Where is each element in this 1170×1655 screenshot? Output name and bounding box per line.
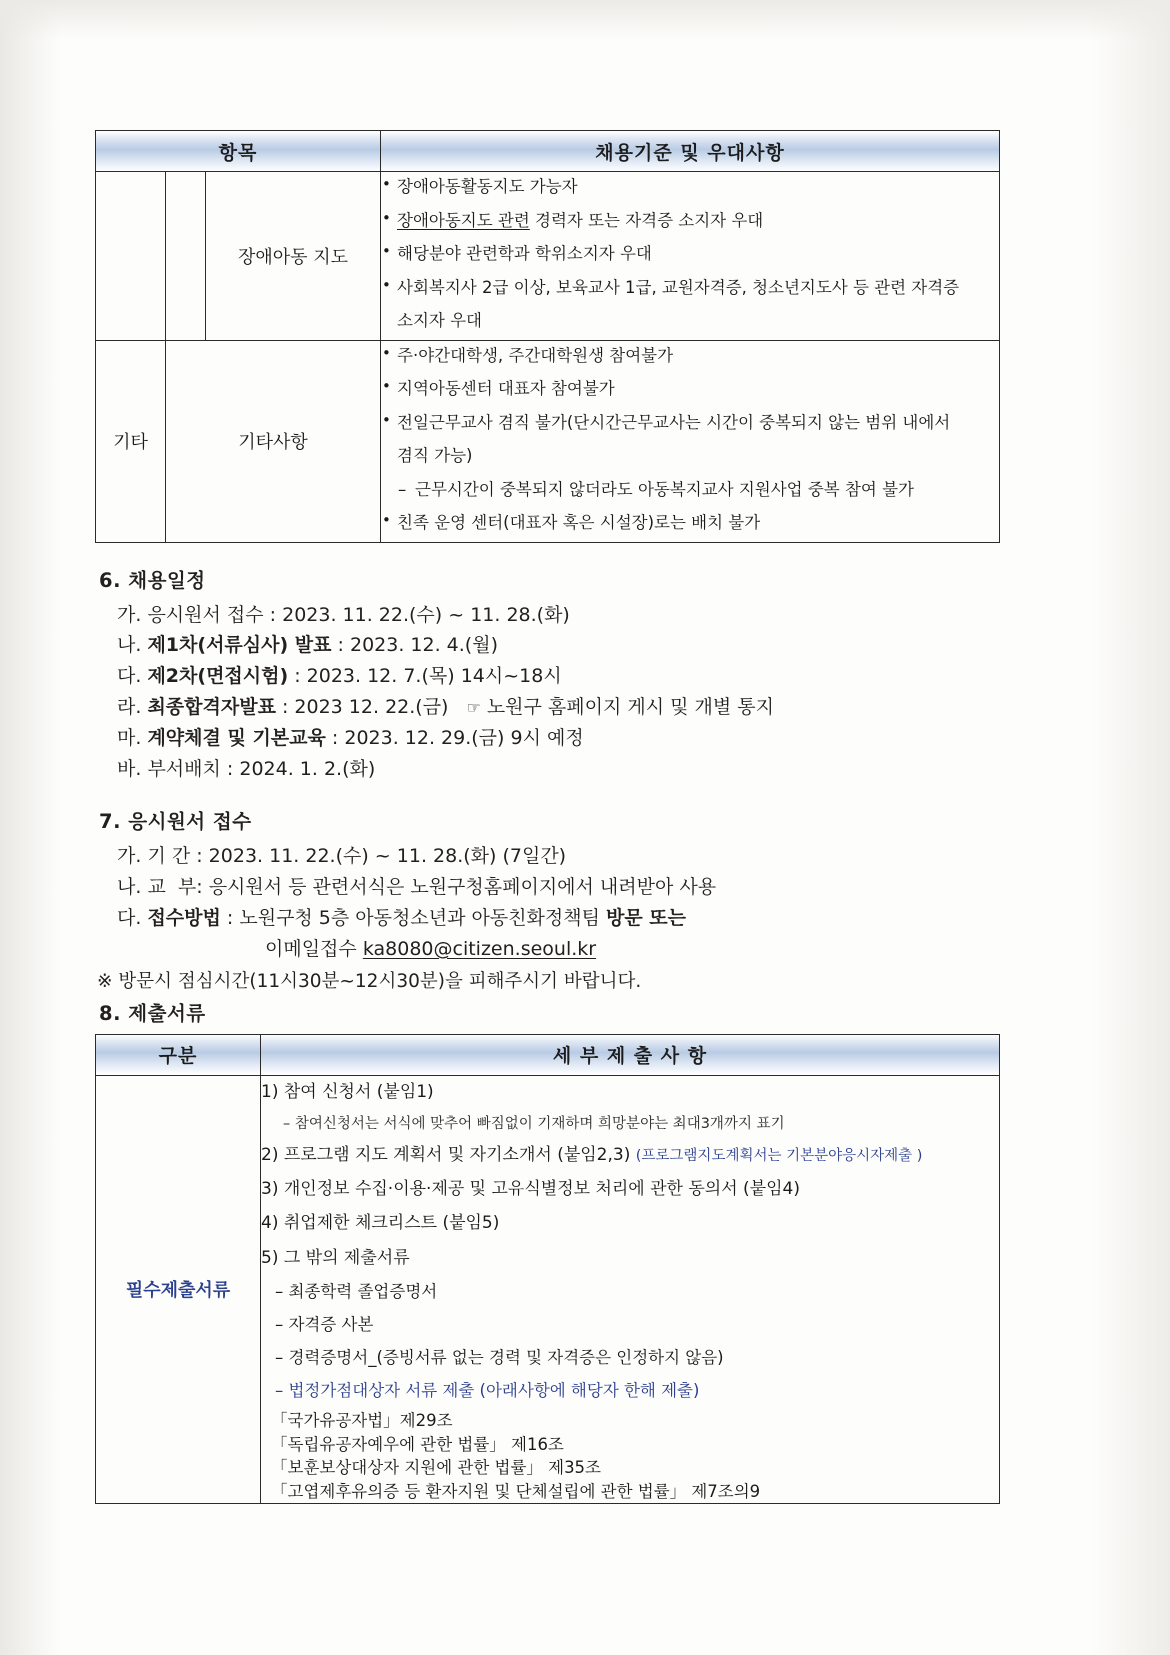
item-label: 응시원서 접수 [147, 603, 264, 626]
section7-title: 7. 응시원서 접수 [99, 810, 252, 834]
list-item [117, 841, 1000, 872]
email-address[interactable]: ka8080@citizen.seoul.kr [362, 937, 597, 960]
list-item: 겸직 가능) [397, 446, 473, 466]
criteria-row1-category-main: 기타 [96, 340, 166, 542]
item-label: 부서배치 [147, 757, 221, 780]
list-item: 소지자 우대 [397, 311, 482, 331]
list-item [261, 1139, 999, 1172]
visit-hours-note: ※ 방문시 점심시간(11시30분~12시30분)을 피해주시기 바랍니다. [97, 970, 642, 992]
list-item: • 장애아동활동지도 가능자 [381, 172, 999, 203]
section-required-documents [95, 998, 1000, 1504]
item-marker: 라. [117, 695, 142, 718]
criteria-row1-details [381, 340, 1000, 542]
item-value: : 2023. 12. 4.(월) [331, 634, 498, 657]
document-content [95, 130, 1000, 1504]
item-value: : 2023. 12. 29.(금) 9시 예정 [325, 726, 584, 749]
law-citation: 「독립유공자예우에 관한 법률」 제16조 [271, 1434, 564, 1454]
section6-list [95, 600, 1000, 785]
item-value: : 응시원서 등 관련서식은 노원구청홈페이지에서 내려받아 사용 [196, 876, 717, 899]
item-marker: 가. [117, 603, 142, 626]
section-recruitment-schedule [95, 565, 1000, 785]
docs-header-category: 구분 [96, 1034, 261, 1075]
criteria-row1-category-sub: 기타사항 [166, 340, 381, 542]
docs-item-text: 2) 프로그램 지도 계획서 및 자기소개서 (붙임2,3) [261, 1145, 636, 1166]
item-value: : 2023. 12. 7.(목) 14시~18시 [288, 665, 562, 688]
list-item: • 친족 운영 센터(대표자 혹은 시설장)로는 배치 불가 [381, 508, 999, 539]
criteria-header-standard: 채용기준 및 우대사항 [381, 131, 1000, 172]
list-item: – 근무시간이 중복되지 않더라도 아동복지교사 지원사업 중복 참여 불가 [381, 475, 999, 506]
criteria-row0-category-main [96, 172, 166, 341]
list-item [117, 630, 1000, 661]
list-item: • 주·야간대학생, 주간대학원생 참여불가 [381, 341, 999, 372]
criteria-header-item: 항목 [96, 131, 381, 172]
list-item [117, 600, 1000, 631]
item-extra: 노원구 홈페이지 게시 및 개별 통지 [486, 695, 774, 718]
list-item-underlined-head: 장애아동지도 관련 [397, 210, 530, 230]
pointing-hand-icon: ☞ [466, 697, 481, 717]
list-item: • 전일근무교사 겸직 불가(단시간근무교사는 시간이 중복되지 않는 범위 내에서 [381, 408, 999, 439]
section-application-reception [95, 806, 1000, 995]
law-citation: 「보훈보상대상자 지원에 관한 법률」 제35조 [271, 1458, 601, 1478]
item-marker: 가. [117, 845, 142, 868]
list-item: – 법정가점대상자 서류 제출 (아래사항에 해당자 한해 제출) [275, 1381, 700, 1401]
item-marker: 바. [117, 757, 142, 780]
docs-detail-cell [261, 1075, 1000, 1503]
item-value: : 2023. 11. 22.(수) ~ 11. 28.(화) (7일간) [190, 845, 567, 868]
list-item: 3) 개인정보 수집·이용·제공 및 고유식별정보 처리에 관한 동의서 (붙임4) [261, 1179, 800, 1200]
item-value: : 2024. 1. 2.(화) [220, 757, 376, 780]
item-label: 기 간 [147, 845, 191, 868]
criteria-row0-category-sub: 장애아동 지도 [206, 172, 381, 341]
scan-edge-left [0, 0, 60, 1655]
table-row [96, 340, 1000, 542]
email-label: 이메일접수 [265, 937, 357, 960]
list-item: • 지역아동센터 대표자 참여불가 [381, 374, 999, 405]
list-item [117, 754, 1000, 785]
list-item: – 경력증명서_(증빙서류 없는 경력 및 자격증은 인정하지 않음) [275, 1348, 724, 1368]
list-item: • 장애아동지도 관련 경력자 또는 자격증 소지자 우대 [381, 206, 999, 237]
email-reception-line [265, 934, 1000, 964]
item-label: 교 부 [147, 876, 197, 899]
docs-category-required: 필수제출서류 [96, 1075, 261, 1503]
law-citation: 「국가유공자법」제29조 [271, 1411, 453, 1431]
list-item [117, 661, 1000, 692]
item-label: 계약체결 및 기본교육 [147, 726, 326, 749]
list-item: 4) 취업제한 체크리스트 (붙임5) [261, 1213, 500, 1234]
required-documents-table [95, 1034, 1000, 1504]
table-row [96, 172, 1000, 341]
item-marker: 나. [117, 634, 142, 657]
item-value: : 2023. 11. 22.(수) ~ 11. 28.(화) [263, 603, 570, 626]
list-item [117, 723, 1000, 754]
docs-item-list [261, 1076, 999, 1408]
law-citation-list [261, 1409, 999, 1503]
scan-edge-right [1090, 0, 1170, 1655]
item-marker: 마. [117, 726, 142, 749]
recruitment-criteria-table [95, 130, 1000, 543]
item-label: 접수방법 [147, 906, 221, 929]
law-citation: 「고엽제후유의증 등 환자지원 및 단체설립에 관한 법률」 제7조의9 [271, 1481, 761, 1501]
list-item: 1) 참여 신청서 (붙임1) [261, 1081, 434, 1102]
section6-title: 6. 채용일정 [99, 568, 206, 592]
item-value: : 2023 12. 22.(금) [275, 695, 449, 718]
scan-edge-top [0, 0, 1170, 40]
docs-header-details: 세 부 제 출 사 항 [261, 1034, 1000, 1075]
list-item [117, 692, 1000, 723]
criteria-row0-spacer [166, 172, 206, 341]
section8-title: 8. 제출서류 [99, 1001, 206, 1025]
list-item: – 자격증 사본 [275, 1314, 374, 1334]
item-value: : 노원구청 5층 아동청소년과 아동친화정책팀 [220, 906, 606, 929]
item-marker: 다. [117, 906, 142, 929]
criteria-row0-details [381, 172, 1000, 341]
item-marker: 다. [117, 665, 142, 688]
list-item [117, 872, 1000, 903]
list-item: • 해당분야 관련학과 학위소지자 우대 [381, 239, 999, 270]
section7-list [95, 841, 1000, 933]
docs-item-parenthetical: (프로그램지도계획서는 기본분야응시자제출 ) [635, 1148, 923, 1165]
table-row [96, 1075, 1000, 1503]
item-value-tail: 방문 또는 [605, 906, 687, 929]
criteria-table-header-row [96, 131, 1000, 172]
list-item [117, 903, 1000, 934]
item-label: 최종합격자발표 [147, 695, 276, 718]
docs-table-header-row [96, 1034, 1000, 1075]
list-item: – 참여신청서는 서식에 맞추어 빠짐없이 기재하며 희망분야는 최대3개까지 표기 [283, 1115, 785, 1132]
item-label: 제2차(면접시험) [147, 665, 289, 688]
list-item: 5) 그 밖의 제출서류 [261, 1247, 410, 1268]
item-marker: 나. [117, 876, 142, 899]
list-item: – 최종학력 졸업증명서 [275, 1281, 438, 1301]
list-item: • 사회복지사 2급 이상, 보육교사 1급, 교원자격증, 청소년지도사 등 관련 자격증 [381, 273, 999, 304]
item-label: 제1차(서류심사) 발표 [147, 634, 332, 657]
